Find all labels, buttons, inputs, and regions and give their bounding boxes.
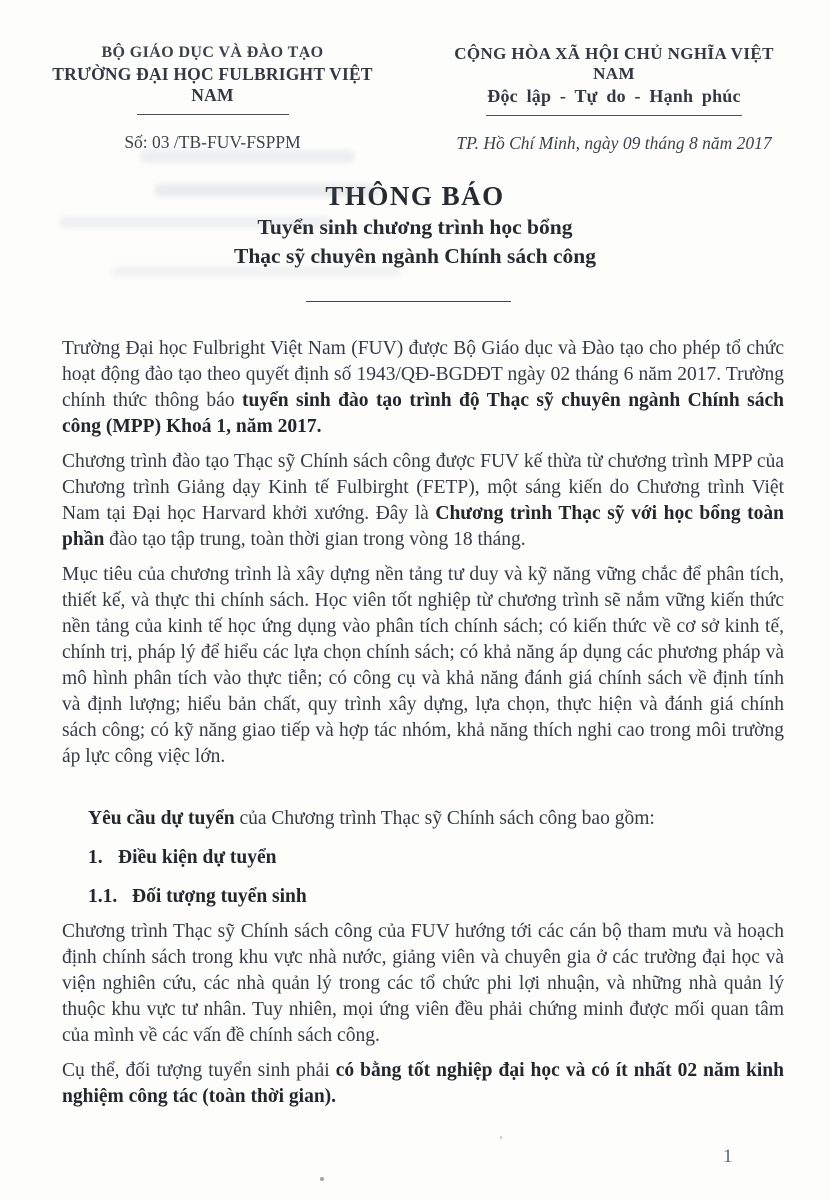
paragraph-requirements-intro (62, 806, 784, 832)
section-1-heading (88, 845, 784, 871)
national-motto: Độc lập - Tự do - Hạnh phúc (487, 86, 741, 106)
paragraph-establishment (62, 336, 784, 440)
paragraph-text: của Chương trình Thạc sỹ Chính sách công bao gồm: (234, 808, 655, 830)
scan-speck (500, 1136, 502, 1139)
document-body (0, 336, 830, 1110)
paragraph-bold-text: tuyển sinh đào tạo trình độ Thạc sỹ chuyên ngành Chính sách công (MPP) Khoá 1, năm 2017. (62, 390, 784, 438)
paragraph-bold-text: Chương trình Thạc sỹ với học bổng toàn phần (62, 503, 784, 551)
scan-speck (320, 1177, 324, 1181)
document-title: THÔNG BÁO (325, 181, 505, 211)
reference-number: Số: 03 /TB-FUV-FSPPM (124, 132, 301, 152)
paragraph-program-objectives: Mục tiêu của chương trình là xây dựng nền tảng tư duy và kỹ năng vững chắc để phân tích, thiết kế, và thực thi chính sách. Học viên tốt nghiệp từ chương trình sẽ nắm vững kiến thức nền tảng của kinh tế học ứng dụng vào phân tích chính sách; có kiến thức về cơ sở kinh tế, chính trị, pháp lý để hiểu các lựa chọn chính sách; có khả năng áp dụng các phương pháp và mô hình phân tích vào thực tiễn; có công cụ và khả năng đánh giá chính sách về định tính và định lượng; hiểu bản chất, quy trình xây dựng, lựa chọn, thực hiện và đánh giá chính sách công; có kỹ năng giao tiếp và hợp tác nhóm, khả năng thích nghi cao trong môi trường áp lực công việc lớn. (62, 564, 784, 768)
section-1-1-heading (88, 884, 784, 910)
section-1-number: 1. (88, 847, 103, 869)
paragraph-text: đào tạo tập trung, toàn thời gian trong vòng 18 tháng. (104, 529, 526, 551)
paragraph-text: Cụ thể, đối tượng tuyển sinh phải (62, 1060, 336, 1082)
document-subtitle-line2: Thạc sỹ chuyên ngành Chính sách công (233, 244, 597, 269)
section-1-1-number: 1.1. (88, 886, 118, 908)
requirements-intro-bold: Yêu cầu dự tuyển (88, 808, 235, 830)
header-left-rule (137, 114, 289, 115)
header-right-rule (486, 115, 742, 116)
paragraph-text: Trường Đại học Fulbright Việt Nam (FUV) được Bộ Giáo dục và Đào tạo cho phép tổ chức hoạt động đào tạo theo quyết định số 1943/QĐ-BGDĐT ngày 02 tháng 6 năm 2017. Trường chính thức thông báo (62, 338, 784, 412)
page-number: 1 (723, 1146, 733, 1167)
title-block (0, 181, 830, 302)
university-name: TRƯỜNG ĐẠI HỌC FULBRIGHT VIỆT NAM (52, 64, 373, 105)
paragraph-target-applicants: Chương trình Thạc sỹ Chính sách công của FUV hướng tới các cán bộ tham mưu và hoạch định chính sách trong khu vực nhà nước, giảng viên và chuyên gia ở các trường đại học và viện nghiên cứu, các nhà quản lý trong các tổ chức phi lợi nhuận, và những nhà quản lý thuộc khu vực tư nhân. Tuy nhiên, mọi ứng viên đều phải chứng minh được mối quan tâm của mình về các vấn đề chính sách công. (62, 921, 784, 1047)
ministry-name: BỘ GIÁO DỤC VÀ ĐÀO TẠO (101, 44, 324, 61)
title-divider-rule (306, 301, 511, 302)
paragraph-program-origin (62, 449, 784, 553)
paragraph-specific-requirements (62, 1058, 784, 1110)
place-and-date: TP. Hồ Chí Minh, ngày 09 tháng 8 năm 2017 (456, 133, 772, 153)
paragraph-bold-text: có bằng tốt nghiệp đại học và có ít nhất 02 năm kinh nghiệm công tác (toàn thời gian). (62, 1060, 784, 1108)
national-motto-block (438, 44, 790, 154)
paragraph-text: Chương trình đào tạo Thạc sỹ Chính sách công được FUV kế thừa từ chương trình MPP của Chương trình Giảng dạy Kinh tế Fulbirght (FETP), một sáng kiến do Chương trình Việt Nam tại Đại học Harvard khởi xướng. Đây là (62, 451, 784, 525)
issuing-organization-block (40, 44, 385, 154)
document-header (0, 0, 830, 154)
country-name: CỘNG HÒA XÃ HỘI CHỦ NGHĨA VIỆT NAM (454, 44, 774, 83)
section-1-title: Điều kiện dự tuyển (118, 847, 277, 869)
document-subtitle-line1: Tuyển sinh chương trình học bổng (257, 215, 573, 239)
section-1-1-title: Đối tượng tuyển sinh (132, 886, 307, 908)
